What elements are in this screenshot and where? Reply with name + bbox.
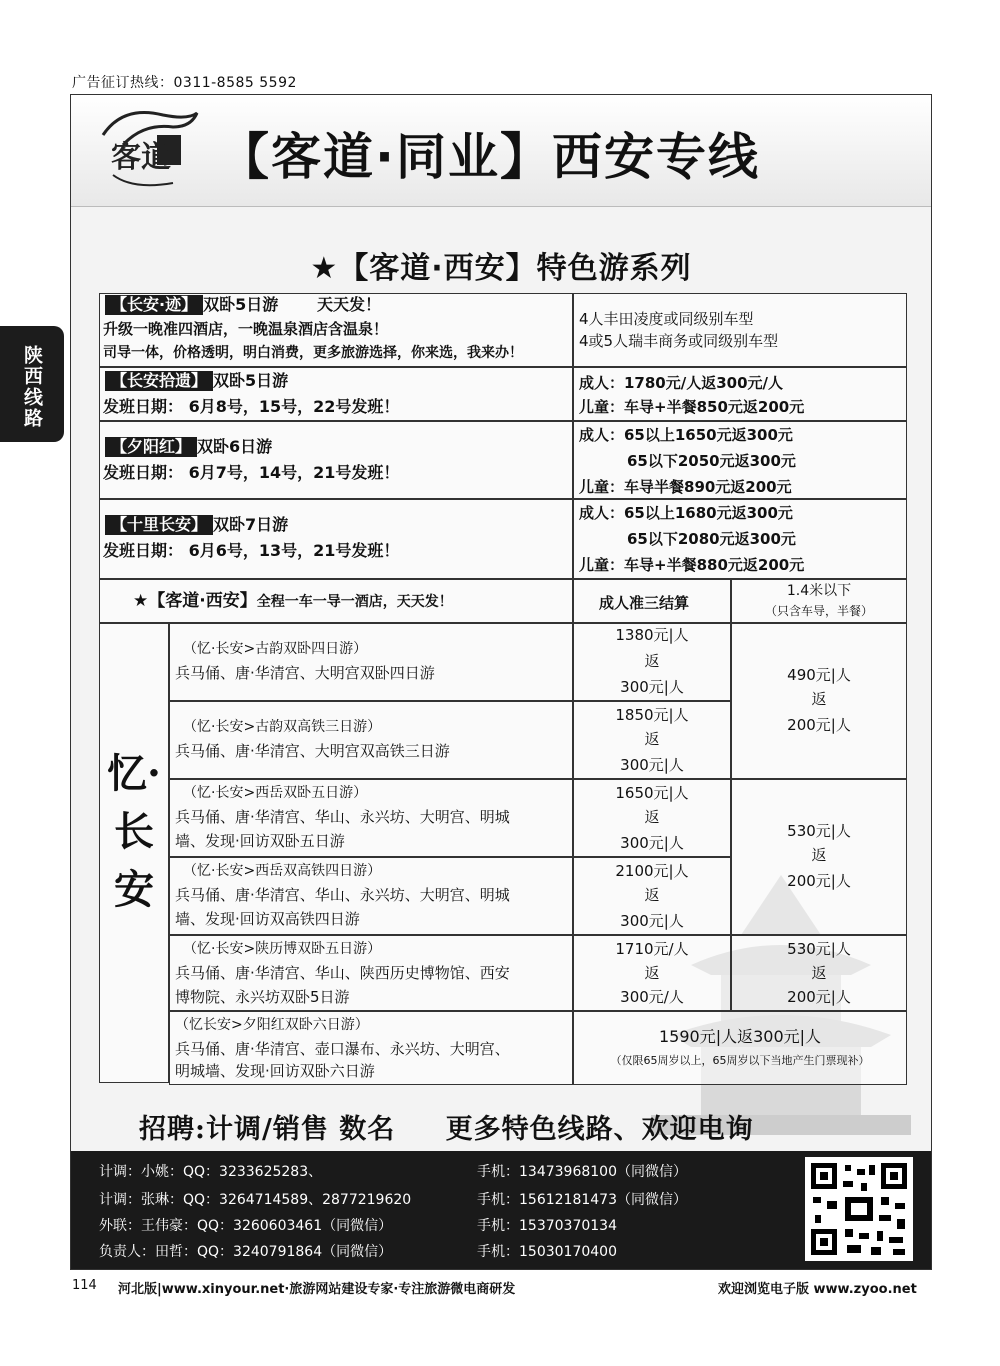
page-number: 114 xyxy=(72,1278,97,1293)
tour-row-4-price-3: 儿童：车导+半餐880元返200元 xyxy=(579,556,805,574)
series-subtitle: ★【客道·西安】特色游系列 xyxy=(310,251,692,286)
tour-row-4-heading xyxy=(105,515,288,535)
tour-name: 双卧5日游 xyxy=(203,295,279,314)
tour-row-3-price-3: 儿童：车导半餐890元返200元 xyxy=(579,478,792,496)
tour-label: 【长安·迹】 xyxy=(105,295,203,315)
tour-name: 双卧5日游 xyxy=(213,371,289,390)
child-price-b-1: 530元|人 xyxy=(787,822,851,840)
tour-item-2 xyxy=(169,701,573,779)
footer-left: 河北版|www.xinyour.net·旅游网站建设专家·专注旅游微电商研发 xyxy=(118,1282,516,1297)
svg-text:客道: 客道 xyxy=(111,140,171,175)
tour-item-2-title: （忆·长安>古韵双高铁三日游） xyxy=(183,719,382,735)
tour-item-5-price-1: 1710元/人 xyxy=(615,940,689,958)
tour-item-2-price-1: 1850元|人 xyxy=(615,706,689,724)
tour-item-5-price-2: 返 xyxy=(644,964,660,982)
tour-item-4-title: （忆·长安>西岳双高铁四日游） xyxy=(183,863,382,879)
contact-4-left: 负责人：田哲：QQ：3240791864（同微信） xyxy=(99,1244,393,1260)
tour-label: 【十里长安】 xyxy=(105,515,213,535)
tour-row-2-heading xyxy=(105,371,288,391)
tour-row-2-price-2: 儿童：车导+半餐850元返200元 xyxy=(579,398,805,416)
tour-item-6-note: （仅限65周岁以上，65周岁以下当地产生门票现补） xyxy=(610,1054,870,1067)
side-label-yi-changan: 忆·长安 xyxy=(107,750,161,913)
tour-row-1-price-2: 4或5人瑞丰商务或同级别车型 xyxy=(579,332,779,350)
tour-row-4-price-1: 成人：65以上1680元返300元 xyxy=(579,504,793,522)
child-price-b-3: 200元|人 xyxy=(787,872,851,890)
tour-row-2-price-1: 成人：1780元/人返300元/人 xyxy=(579,374,784,392)
tour-row-3-price-1: 成人：65以上1650元返300元 xyxy=(579,426,793,444)
ad-frame xyxy=(70,94,932,1270)
child-price-c-1: 530元|人 xyxy=(787,940,851,958)
tour-item-3-title: （忆·长安>西岳双卧五日游） xyxy=(183,785,368,801)
tour-name: 双卧6日游 xyxy=(197,437,273,456)
child-price-a-1: 490元|人 xyxy=(787,666,851,684)
tour-item-2-desc-1: 兵马俑、唐·华清宫、大明宫双高铁三日游 xyxy=(175,742,450,760)
tour-row-3-left xyxy=(99,421,573,499)
contact-2-right: 手机：15612181473（同微信） xyxy=(477,1192,687,1208)
recruit-right: 更多特色线路、欢迎电询 xyxy=(445,1114,754,1145)
tour-item-4-price-3: 300元|人 xyxy=(620,912,684,930)
recruit-left: 招聘:计调/销售 数名 xyxy=(139,1114,396,1145)
header xyxy=(71,95,931,207)
tour-item-1-price-3: 300元|人 xyxy=(620,678,684,696)
recruit-line xyxy=(139,1107,754,1146)
tour-item-6-price: 1590元|人返300元|人 xyxy=(658,1027,822,1046)
section2-heading-title: ★【客道·西安】 xyxy=(133,591,257,611)
tour-label: 【长安拾遗】 xyxy=(105,371,213,391)
section2-heading-rest: 全程一车一导一酒店，天天发！ xyxy=(256,594,453,610)
tour-item-5-desc-2: 博物院、永兴坊双卧5日游 xyxy=(175,988,350,1006)
tour-item-6-desc-1: 兵马俑、唐·华清宫、壶口瀑布、永兴坊、大明宫、 xyxy=(175,1040,510,1058)
section2-heading xyxy=(133,591,453,612)
child-price-a-3: 200元|人 xyxy=(787,716,851,734)
tour-item-3-desc-2: 墙、发现·回访双卧五日游 xyxy=(175,832,345,850)
tour-item-6-title: （忆长安>夕阳红双卧六日游） xyxy=(175,1017,369,1033)
tour-item-2-price-3: 300元|人 xyxy=(620,756,684,774)
child-price-c-3: 200元|人 xyxy=(787,988,851,1006)
tour-item-1-price-1: 1380元|人 xyxy=(615,626,689,644)
qr-code-icon xyxy=(805,1157,913,1261)
tour-item-4-desc-2: 墙、发现·回访双高铁四日游 xyxy=(175,910,360,928)
tour-row-1-line-2: 司导一体，价格透明，明白消费，更多旅游选择，你来选，我来办！ xyxy=(103,345,523,361)
child-price-b-2: 返 xyxy=(811,846,827,864)
tour-label: 【夕阳红】 xyxy=(105,437,197,457)
tour-item-1-title: （忆·长安>古韵双卧四日游） xyxy=(183,641,368,657)
tour-row-1-line-1: 升级一晚准四酒店，一晚温泉酒店含温泉！ xyxy=(103,320,389,338)
child-price-c-2: 返 xyxy=(811,964,827,982)
keidao-logo-icon xyxy=(93,105,205,195)
contact-3-right: 手机：15370370134 xyxy=(477,1218,617,1234)
main-title: 【客道·同业】西安专线 xyxy=(219,128,760,186)
side-tab-shaanxi-routes: 陕西线路 xyxy=(0,326,64,442)
contact-3-left: 外联：王伟豪：QQ：3260603461（同微信） xyxy=(99,1218,393,1234)
hotline: 广告征订热线：0311-8585 5592 xyxy=(72,75,297,91)
contact-bar xyxy=(71,1151,931,1270)
col-adult-header: 成人准三结算 xyxy=(599,594,690,612)
tour-name: 双卧7日游 xyxy=(213,515,289,534)
contact-4-right: 手机：15030170400 xyxy=(477,1244,617,1260)
tour-item-6-price xyxy=(573,1011,907,1085)
tour-item-1-desc-1: 兵马俑、唐·华清宫、大明宫双卧四日游 xyxy=(175,664,435,682)
tour-extra: 天天发！ xyxy=(317,295,382,314)
tour-item-5-price-3: 300元/人 xyxy=(620,988,684,1006)
tour-item-4-desc-1: 兵马俑、唐·华清宫、华山、永兴坊、大明宫、明城 xyxy=(175,886,510,904)
tour-item-1 xyxy=(169,623,573,701)
tour-row-3-price-2: 65以下2050元返300元 xyxy=(627,452,796,470)
col-child-note: （只含车导，半餐） xyxy=(764,604,873,618)
tour-row-4-price-2: 65以下2080元返300元 xyxy=(627,530,796,548)
tour-item-2-price-2: 返 xyxy=(644,730,660,748)
tour-row-3-line-1: 发班日期： 6月7号，14号，21号发班！ xyxy=(103,463,400,482)
tour-item-4-price-1: 2100元|人 xyxy=(615,862,689,880)
tour-item-3-price-1: 1650元|人 xyxy=(615,784,689,802)
tour-item-5-title: （忆·长安>陕历博双卧五日游） xyxy=(183,941,382,957)
tour-row-1-price-1: 4人丰田凌度或同级别车型 xyxy=(579,310,754,328)
tour-row-1-heading xyxy=(105,295,381,315)
tour-row-2-line-1: 发班日期： 6月8号，15号，22号发班！ xyxy=(103,397,400,416)
tour-row-3-heading xyxy=(105,437,272,457)
tour-item-4-price-2: 返 xyxy=(644,886,660,904)
tour-item-3-price-3: 300元|人 xyxy=(620,834,684,852)
contact-2-left: 计调：张琳：QQ：3264714589、2877219620 xyxy=(99,1192,412,1208)
child-price-a-2: 返 xyxy=(811,690,827,708)
footer-right: 欢迎浏览电子版 www.zyoo.net xyxy=(718,1282,917,1297)
tour-item-3-desc-1: 兵马俑、唐·华清宫、华山、永兴坊、大明宫、明城 xyxy=(175,808,510,826)
tour-row-4-line-1: 发班日期： 6月6号，13号，21号发班！ xyxy=(103,541,400,560)
tour-item-5-desc-1: 兵马俑、唐·华清宫、华山、陕西历史博物馆、西安 xyxy=(175,964,510,982)
contact-1-right: 手机：13473968100（同微信） xyxy=(477,1164,687,1180)
contact-1-left: 计调：小姚：QQ：3233625283、 xyxy=(99,1164,323,1180)
col-child-header: 1.4米以下 xyxy=(786,583,852,599)
tour-row-4-left xyxy=(99,499,573,579)
tour-row-1-right xyxy=(573,293,907,367)
tour-item-3-price-2: 返 xyxy=(644,808,660,826)
tour-item-6-desc-2: 明城墙、发现·回访双卧六日游 xyxy=(175,1062,375,1080)
tour-item-1-price-2: 返 xyxy=(644,652,660,670)
